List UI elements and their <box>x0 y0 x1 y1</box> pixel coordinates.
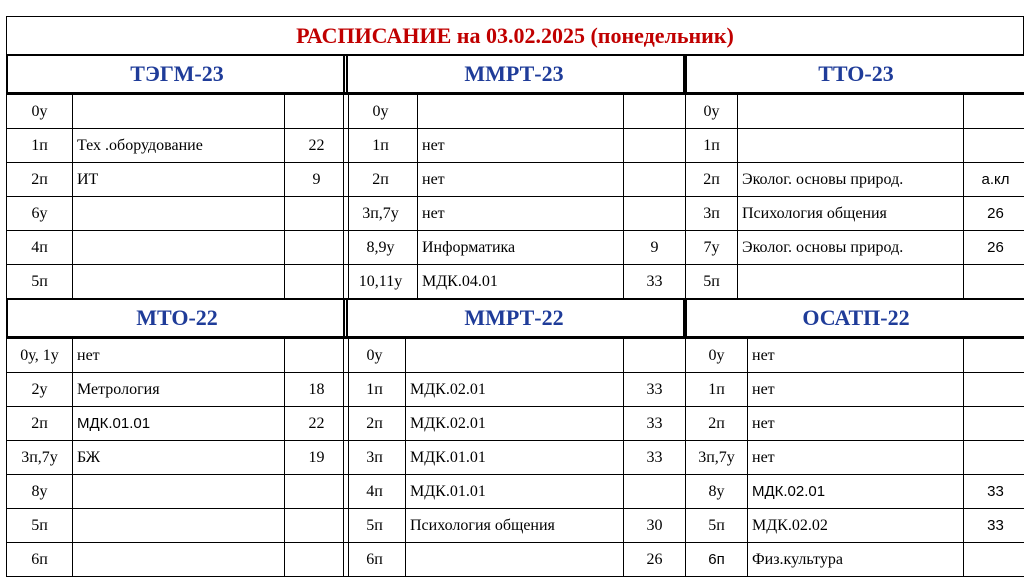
lesson-number-cell: 0у <box>686 95 738 129</box>
schedule-row <box>686 373 1024 407</box>
subject-cell <box>73 265 285 299</box>
subject-cell: Информатика <box>418 231 624 265</box>
schedule-row <box>7 475 349 509</box>
schedule-row <box>7 373 349 407</box>
schedule-row <box>344 339 686 373</box>
room-cell: 9 <box>624 231 686 265</box>
group-table <box>6 338 349 577</box>
lesson-number-cell: 0у, 1у <box>7 339 73 373</box>
subject-cell: Метрология <box>73 373 285 407</box>
room-cell <box>624 163 686 197</box>
subject-cell <box>738 129 964 163</box>
room-cell <box>624 95 686 129</box>
group-table <box>343 338 686 577</box>
lesson-number-cell: 4п <box>7 231 73 265</box>
subject-cell <box>738 265 964 299</box>
lesson-number-cell: 5п <box>7 509 73 543</box>
room-cell <box>285 231 349 265</box>
room-cell <box>285 509 349 543</box>
subject-cell: нет <box>748 373 964 407</box>
schedule-row <box>686 475 1024 509</box>
lesson-number-cell: 1п <box>344 129 418 163</box>
schedule-row <box>686 441 1024 475</box>
room-cell <box>624 475 686 509</box>
lesson-number-cell: 2п <box>344 163 418 197</box>
subject-cell <box>406 339 624 373</box>
room-cell <box>964 441 1024 475</box>
lesson-number-cell: 2у <box>7 373 73 407</box>
lesson-number-cell: 6п <box>7 543 73 577</box>
schedule-row <box>344 95 686 129</box>
subject-cell: нет <box>748 441 964 475</box>
room-cell <box>285 197 349 231</box>
schedule-row <box>7 129 349 163</box>
schedule-row <box>686 339 1024 373</box>
subject-cell: МДК.02.02 <box>748 509 964 543</box>
schedule-row <box>686 163 1024 197</box>
room-cell: а.кл <box>964 163 1024 197</box>
room-cell <box>964 543 1024 577</box>
schedule-row <box>686 265 1024 299</box>
room-cell: 22 <box>285 407 349 441</box>
lesson-number-cell: 1п <box>7 129 73 163</box>
room-cell: 9 <box>285 163 349 197</box>
subject-cell: МДК.04.01 <box>418 265 624 299</box>
room-cell: 22 <box>285 129 349 163</box>
schedule-row <box>686 129 1024 163</box>
room-cell <box>285 265 349 299</box>
room-cell: 30 <box>624 509 686 543</box>
lesson-number-cell: 2п <box>686 163 738 197</box>
group-block-mmrt-22 <box>343 298 685 577</box>
room-cell: 33 <box>964 509 1024 543</box>
lesson-number-cell: 1п <box>686 129 738 163</box>
subject-cell <box>406 543 624 577</box>
lesson-number-cell: 8,9у <box>344 231 418 265</box>
subject-cell: МДК.02.01 <box>748 475 964 509</box>
schedule-row <box>7 265 349 299</box>
group-block-osatp-22 <box>685 298 1024 577</box>
room-cell <box>285 543 349 577</box>
subject-cell: МДК.01.01 <box>406 441 624 475</box>
lesson-number-cell: 7у <box>686 231 738 265</box>
page-title: РАСПИСАНИЕ на 03.02.2025 (понедельник) <box>6 16 1024 55</box>
room-cell: 33 <box>624 407 686 441</box>
schedule-row <box>344 441 686 475</box>
room-cell <box>285 339 349 373</box>
schedule-row <box>344 543 686 577</box>
group-header: ММРТ-22 <box>343 298 685 338</box>
group-header: МТО-22 <box>6 298 348 338</box>
schedule-row <box>7 339 349 373</box>
lesson-number-cell: 8у <box>7 475 73 509</box>
subject-cell <box>73 95 285 129</box>
lesson-number-cell: 10,11у <box>344 265 418 299</box>
room-cell <box>964 265 1024 299</box>
room-cell: 33 <box>964 475 1024 509</box>
subject-cell <box>73 543 285 577</box>
lesson-number-cell: 3п,7у <box>344 197 418 231</box>
subject-cell <box>73 197 285 231</box>
subject-cell: МДК.02.01 <box>406 407 624 441</box>
room-cell: 33 <box>624 265 686 299</box>
lesson-number-cell: 5п <box>686 509 748 543</box>
schedule-row <box>7 163 349 197</box>
schedule-sheet <box>6 16 1024 586</box>
subject-cell: Физ.культура <box>748 543 964 577</box>
subject-cell: Тех .оборудование <box>73 129 285 163</box>
schedule-row <box>686 509 1024 543</box>
subject-cell: нет <box>418 129 624 163</box>
lesson-number-cell: 2п <box>7 407 73 441</box>
subject-cell <box>738 95 964 129</box>
lesson-number-cell: 5п <box>7 265 73 299</box>
room-cell <box>964 407 1024 441</box>
group-table <box>343 94 686 299</box>
schedule-row <box>344 231 686 265</box>
group-table <box>685 94 1024 299</box>
lesson-number-cell: 8у <box>686 475 748 509</box>
schedule-row <box>686 543 1024 577</box>
group-block-mto-22 <box>6 298 348 577</box>
subject-cell: МДК.02.01 <box>406 373 624 407</box>
room-cell <box>285 475 349 509</box>
lesson-number-cell: 0у <box>344 95 418 129</box>
room-cell <box>624 197 686 231</box>
schedule-row <box>344 163 686 197</box>
room-cell: 26 <box>964 231 1024 265</box>
group-header: ММРТ-23 <box>343 54 685 94</box>
schedule-row <box>686 231 1024 265</box>
lesson-number-cell: 6у <box>7 197 73 231</box>
room-cell <box>285 95 349 129</box>
room-cell <box>624 129 686 163</box>
lesson-number-cell: 1п <box>344 373 406 407</box>
lesson-number-cell: 3п <box>686 197 738 231</box>
group-header: ОСАТП-22 <box>685 298 1024 338</box>
group-block-tto-23 <box>685 54 1024 299</box>
lesson-number-cell: 0у <box>344 339 406 373</box>
schedule-row <box>344 197 686 231</box>
subject-cell <box>73 475 285 509</box>
room-cell: 33 <box>624 441 686 475</box>
lesson-number-cell: 5п <box>344 509 406 543</box>
room-cell: 33 <box>624 373 686 407</box>
room-cell: 26 <box>624 543 686 577</box>
group-header: ТТО-23 <box>685 54 1024 94</box>
group-table <box>685 338 1024 577</box>
subject-cell: МДК.01.01 <box>406 475 624 509</box>
lesson-number-cell: 3п,7у <box>686 441 748 475</box>
lesson-number-cell: 0у <box>686 339 748 373</box>
lesson-number-cell: 6п <box>344 543 406 577</box>
schedule-row <box>344 407 686 441</box>
lesson-number-cell: 1п <box>686 373 748 407</box>
group-header: ТЭГМ-23 <box>6 54 348 94</box>
schedule-row <box>344 265 686 299</box>
schedule-row <box>7 441 349 475</box>
schedule-row <box>344 509 686 543</box>
lesson-number-cell: 0у <box>7 95 73 129</box>
schedule-row <box>344 129 686 163</box>
schedule-row <box>7 509 349 543</box>
lesson-number-cell: 2п <box>344 407 406 441</box>
group-block-mmrt-23 <box>343 54 685 299</box>
room-cell: 19 <box>285 441 349 475</box>
schedule-row <box>686 197 1024 231</box>
room-cell <box>964 95 1024 129</box>
subject-cell: Психология общения <box>406 509 624 543</box>
subject-cell <box>418 95 624 129</box>
group-table <box>6 94 349 299</box>
subject-cell: БЖ <box>73 441 285 475</box>
lesson-number-cell: 5п <box>686 265 738 299</box>
subject-cell: нет <box>418 163 624 197</box>
schedule-row <box>344 475 686 509</box>
subject-cell <box>73 231 285 265</box>
room-cell <box>964 373 1024 407</box>
group-block-tegm-23 <box>6 54 348 299</box>
subject-cell: Психология общения <box>738 197 964 231</box>
subject-cell: нет <box>748 407 964 441</box>
room-cell: 26 <box>964 197 1024 231</box>
room-cell <box>624 339 686 373</box>
schedule-row <box>7 543 349 577</box>
schedule-row <box>344 373 686 407</box>
subject-cell: Эколог. основы природ. <box>738 163 964 197</box>
subject-cell: МДК.01.01 <box>73 407 285 441</box>
lesson-number-cell: 6п <box>686 543 748 577</box>
subject-cell: Эколог. основы природ. <box>738 231 964 265</box>
subject-cell <box>73 509 285 543</box>
schedule-row <box>686 95 1024 129</box>
subject-cell: нет <box>418 197 624 231</box>
room-cell <box>964 339 1024 373</box>
lesson-number-cell: 2п <box>686 407 748 441</box>
lesson-number-cell: 3п,7у <box>7 441 73 475</box>
schedule-row <box>686 407 1024 441</box>
lesson-number-cell: 2п <box>7 163 73 197</box>
room-cell: 18 <box>285 373 349 407</box>
schedule-row <box>7 95 349 129</box>
schedule-row <box>7 197 349 231</box>
subject-cell: нет <box>748 339 964 373</box>
lesson-number-cell: 3п <box>344 441 406 475</box>
schedule-row <box>7 231 349 265</box>
subject-cell: нет <box>73 339 285 373</box>
room-cell <box>964 129 1024 163</box>
schedule-row <box>7 407 349 441</box>
subject-cell: ИТ <box>73 163 285 197</box>
lesson-number-cell: 4п <box>344 475 406 509</box>
